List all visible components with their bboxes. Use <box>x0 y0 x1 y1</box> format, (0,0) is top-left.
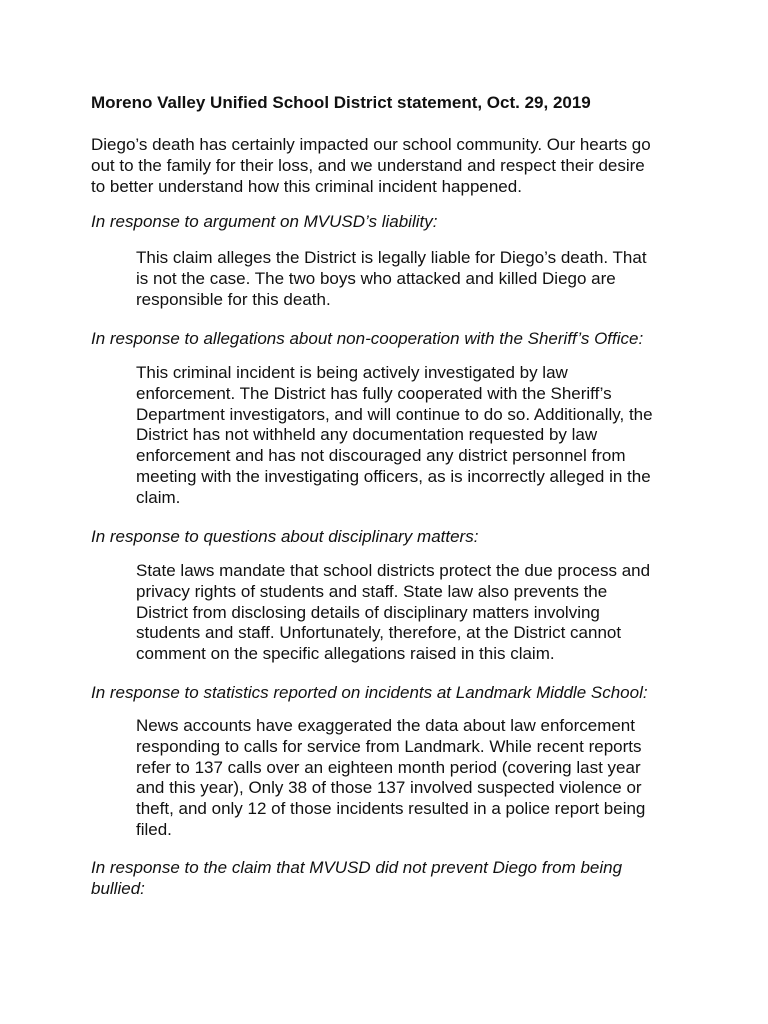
intro-paragraph <box>91 135 681 197</box>
intro-line: out to the family for their loss, and we understand and respect their desire <box>91 155 645 175</box>
body-line: enforcement. The District has fully cooperated with the Sheriff’s <box>136 383 612 403</box>
section-body-disciplinary <box>136 561 676 665</box>
section-body-statistics <box>136 716 676 841</box>
body-line: claim. <box>136 487 181 507</box>
body-line: News accounts have exaggerated the data about law enforcement <box>136 716 635 735</box>
body-line: District from disclosing details of disciplinary matters involving <box>136 602 600 622</box>
body-line: theft, and only 12 of those incidents resulted in a police report being <box>136 799 646 819</box>
heading-line: In response to statistics reported on incidents at Landmark Middle School: <box>91 683 648 702</box>
body-line: responsible for this death. <box>136 289 331 309</box>
body-line: refer to 137 calls over an eighteen month period (covering last year <box>136 757 641 777</box>
heading-line: In response to questions about disciplinary matters: <box>91 527 479 546</box>
section-body-liability <box>136 248 676 310</box>
body-line: filed. <box>136 819 172 839</box>
body-line: meeting with the investigating officers, as is incorrectly alleged in the <box>136 466 651 486</box>
document-title: Moreno Valley Unified School District statement, Oct. 29, 2019 <box>91 93 591 112</box>
body-line: and this year), Only 38 of those 137 involved suspected violence or <box>136 778 642 798</box>
body-line: students and staff. Unfortunately, therefore, at the District cannot <box>136 623 622 643</box>
section-heading-bullying <box>91 857 691 899</box>
body-line: privacy rights of students and staff. State law also prevents the <box>136 581 608 601</box>
intro-line: to better understand how this criminal incident happened. <box>91 176 522 196</box>
body-line: comment on the specific allegations raised in this claim. <box>136 644 555 664</box>
section-heading-cooperation <box>91 328 691 349</box>
heading-line: In response to allegations about non-cooperation with the Sheriff’s Office: <box>91 329 644 348</box>
heading-line: bullied: <box>91 879 145 898</box>
section-heading-liability <box>91 211 691 232</box>
intro-line: Diego’s death has certainly impacted our school community. Our hearts go <box>91 135 651 154</box>
section-body-cooperation <box>136 363 676 509</box>
section-heading-disciplinary <box>91 526 691 547</box>
section-heading-statistics <box>91 682 691 703</box>
body-line: State laws mandate that school districts protect the due process and <box>136 561 651 580</box>
body-line: This criminal incident is being actively investigated by law <box>136 363 568 382</box>
body-line: enforcement and has not discouraged any district personnel from <box>136 446 626 466</box>
heading-line: In response to the claim that MVUSD did not prevent Diego from being <box>91 858 623 877</box>
body-line: Department investigators, and will continue to do so. Additionally, the <box>136 404 653 424</box>
body-line: responding to calls for service from Landmark. While recent reports <box>136 736 642 756</box>
body-line: District has not withheld any documentation requested by law <box>136 425 598 445</box>
body-line: This claim alleges the District is legally liable for Diego’s death. That <box>136 248 647 267</box>
heading-line: In response to argument on MVUSD’s liability: <box>91 212 438 231</box>
body-line: is not the case. The two boys who attacked and killed Diego are <box>136 268 616 288</box>
